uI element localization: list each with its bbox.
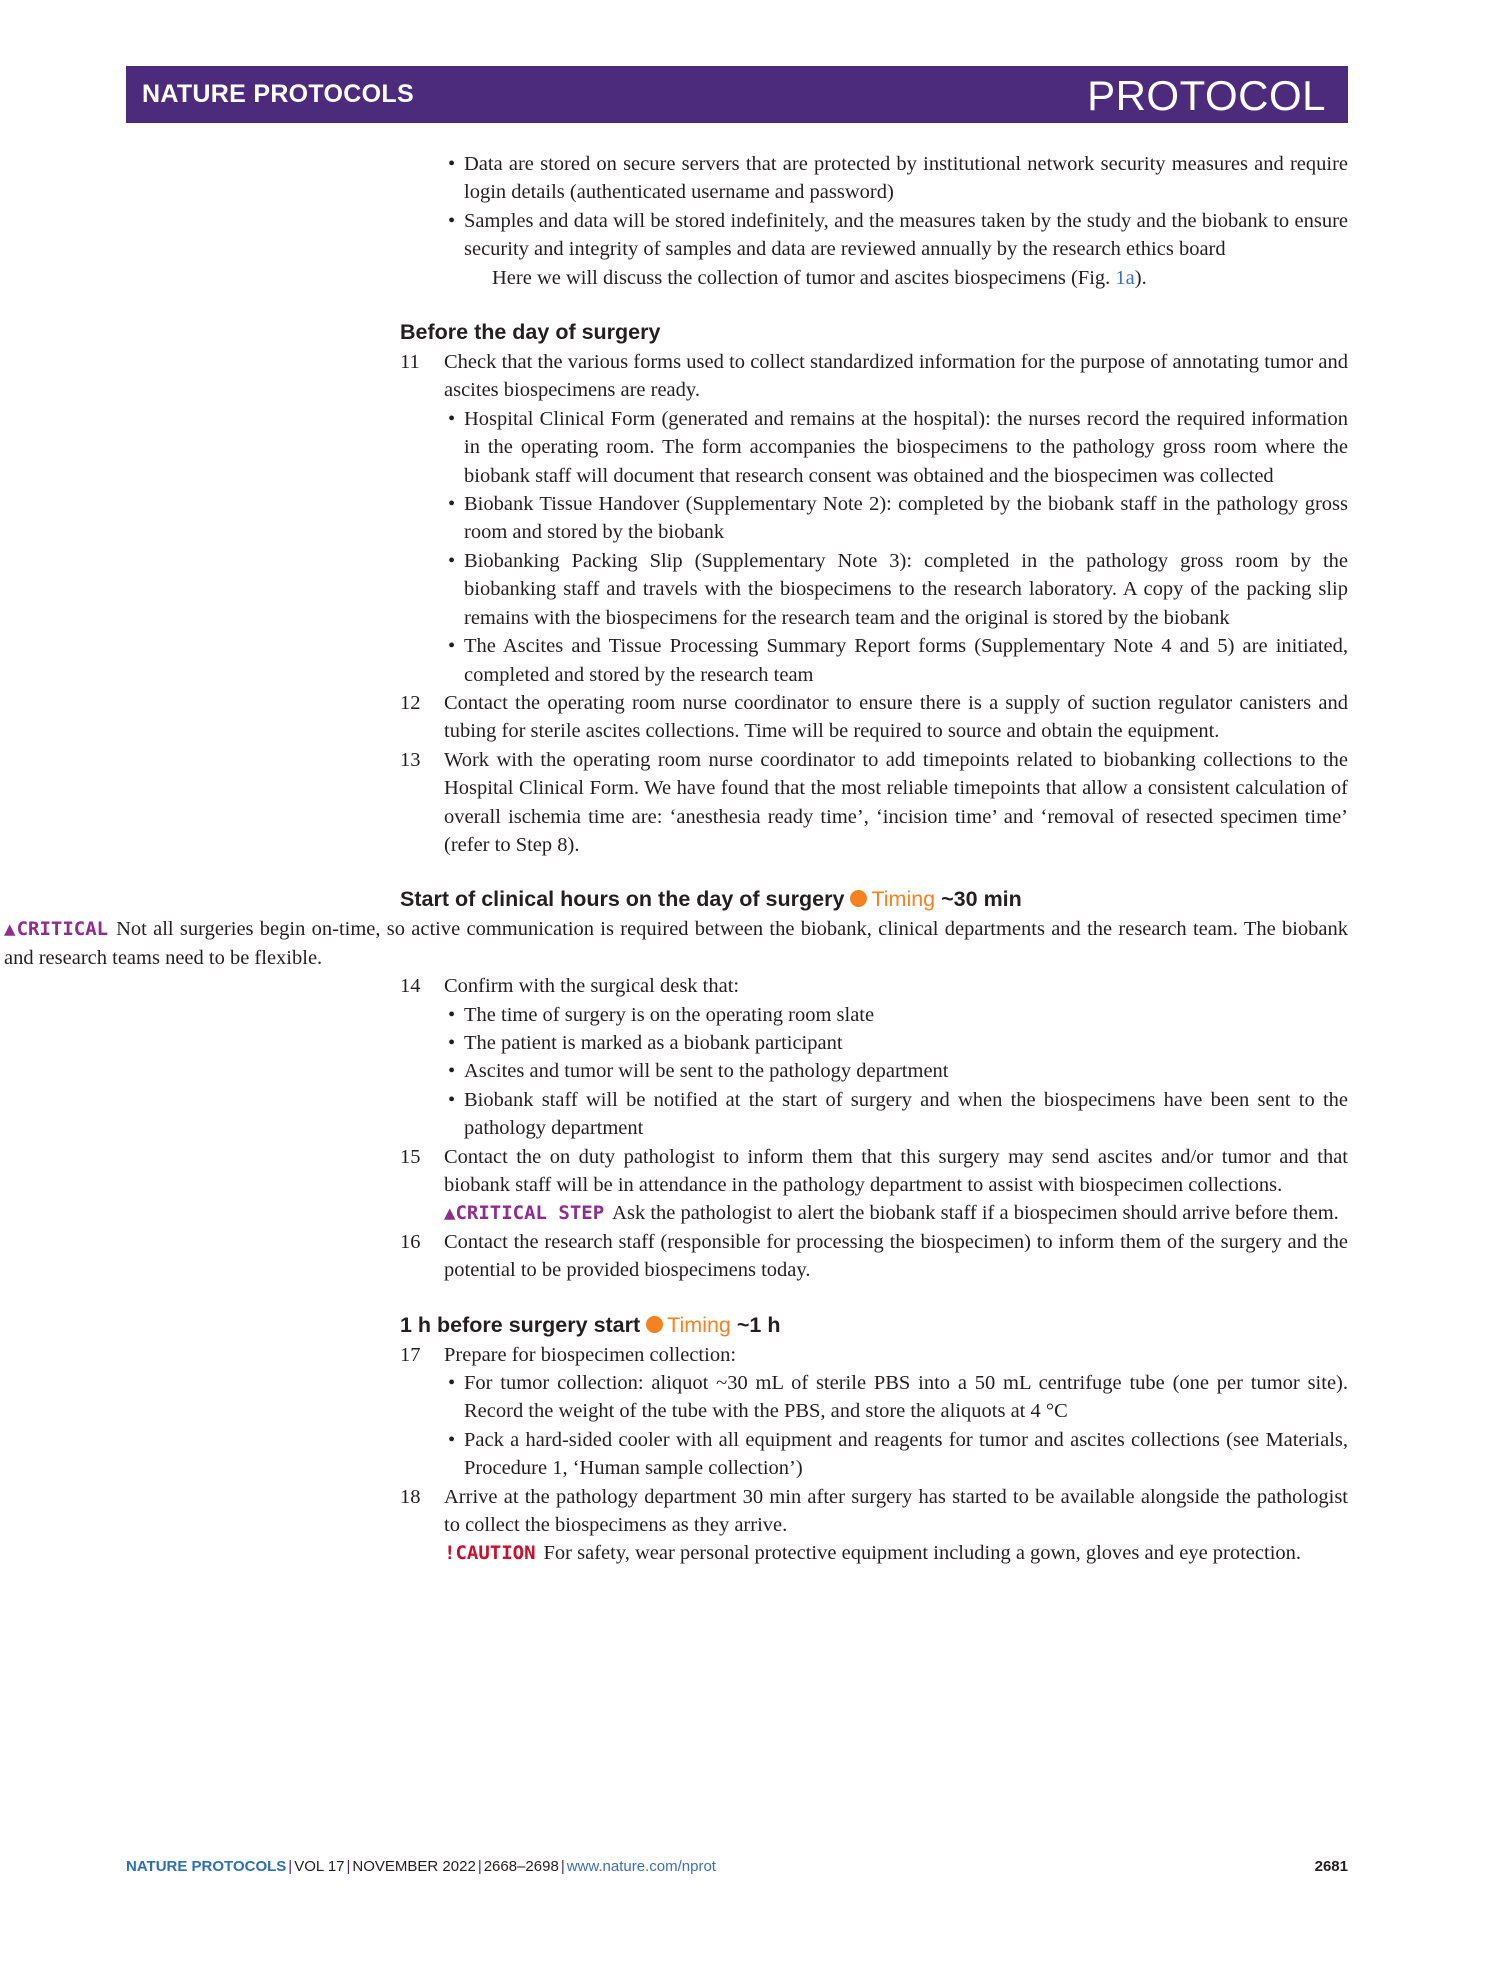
- step-15: 15 Contact the on duty pathologist to inform them that this surgery may send ascites and/or tumor and that biobank staff will be in attendance in the pathology department to assist with biospecimen collections. ▲CRITICAL STEP Ask the pathologist to alert the biobank staff if a biospecimen should arrive before them.: [400, 1143, 1348, 1228]
- list-item: • Hospital Clinical Form (generated and remains at the hospital): the nurses record the required information in the operating room. The form accompanies the biospecimens to the pathology gross room where the biobank staff will document that research consent was obtained and the biospecimen was collected: [448, 407, 1348, 487]
- step-12: 12 Contact the operating room nurse coordinator to ensure there is a supply of suction regulator canisters and tubing for sterile ascites collections. Time will be required to source and obtain the equipment.: [400, 689, 1348, 746]
- section-heading-before-surgery: Before the day of surgery: [400, 320, 661, 345]
- intro-paragraph: Here we will discuss the collection of tumor and ascites biospecimens (Fig. 1a).: [492, 266, 1147, 289]
- step-number: 16: [400, 1230, 421, 1253]
- section-heading-clinical-hours: Start of clinical hours on the day of surgery Timing ~30 min: [400, 887, 1022, 912]
- timing-label: Timing: [871, 887, 936, 912]
- step-number: 15: [400, 1145, 421, 1168]
- step-number: 13: [400, 748, 421, 771]
- list-item: • Biobank Tissue Handover (Supplementary Note 2): completed by the biobank staff in the pathology gross room and stored by the biobank: [448, 493, 1348, 544]
- footer-pages: 2668–2698: [483, 1858, 559, 1875]
- step-number: 18: [400, 1485, 421, 1508]
- step-17: 17 Prepare for biospecimen collection: • For tumor collection: aliquot ~30 mL of sterile PBS into a 50 mL centrifuge tube (one per tumor site). Record the weight of the tube with the PBS, and store the aliquots at 4 °C • Pack a hard-sided cooler with all equipment and reagents for tumor and ascites collections (see Materials, Procedure 1, ‘Human sample collection’): [400, 1341, 1348, 1483]
- step-13: 13 Work with the operating room nurse coordinator to add timepoints related to biobanking collections to the Hospital Clinical Form. We have found that the most reliable timepoints that allow a consistent calculation of overall ischemia time are: ‘anesthesia ready time’, ‘incision time’ and ‘removal of resected specimen time’ (refer to Step 8).: [400, 746, 1348, 860]
- critical-label: ▲CRITICAL: [4, 918, 109, 941]
- list-item: • Biobank staff will be notified at the start of surgery and when the biospecimens have been sent to the pathology department: [448, 1088, 1348, 1140]
- list-item: • For tumor collection: aliquot ~30 mL of sterile PBS into a 50 mL centrifuge tube (one per tumor site). Record the weight of the tube with the PBS, and store the aliquots at 4 °C: [448, 1372, 1348, 1423]
- step-number: 17: [400, 1343, 421, 1366]
- list-item: • The patient is marked as a biobank participant: [448, 1031, 843, 1054]
- footer-volume: VOL 17: [294, 1858, 345, 1875]
- list-item: • The time of surgery is on the operating room slate: [448, 1003, 875, 1026]
- page-footer: NATURE PROTOCOLS | VOL 17 | NOVEMBER 2022 | 2668–2698 | www.nature.com/nprot 2681: [126, 1858, 1348, 1875]
- figure-link[interactable]: 1a: [1115, 266, 1135, 289]
- timing-label: Timing: [667, 1312, 731, 1337]
- list-item: • The Ascites and Tissue Processing Summary Report forms (Supplementary Note 4 and 5) are initiated, completed and stored by the research team: [448, 635, 1348, 686]
- critical-step-note: ▲CRITICAL STEP Ask the pathologist to alert the biobank staff if a biospecimen should arrive before them.: [444, 1202, 1339, 1225]
- step-number: 11: [400, 351, 420, 374]
- article-type: PROTOCOL: [1087, 72, 1326, 119]
- step-number: 12: [400, 691, 421, 714]
- page-number: 2681: [1314, 1858, 1348, 1875]
- journal-name: NATURE PROTOCOLS: [142, 80, 414, 108]
- section-heading-before-surgery-start: 1 h before surgery start Timing ~1 h: [400, 1312, 781, 1337]
- step-11: 11 Check that the various forms used to collect standardized information for the purpose of annotating tumor and ascites biospecimens are ready. • Hospital Clinical Form (generated and remains at the hospital): the nurses record the required information in the operating room. The form accompanies the biospecimens to the pathology gross room where the biobank staff will document that research consent was obtained and the biospecimen was collected • Biobank Tissue Handover (Supplementary Note 2): completed by the biobank staff in the pathology gross room and stored by the biobank • Biobanking Packing Slip (Supplementary Note 3): completed in the pathology gross room by the biobanking staff and travels with the biospecimens to the research laboratory. A copy of the packing slip remains with the biospecimens for the research team and the original is stored by the biobank • The Ascites and Tissue Processing Summary Report forms (Supplementary Note 4 and 5) are initiated, completed and stored by the research team: [400, 348, 1348, 689]
- header-banner: [126, 66, 1348, 123]
- critical-note-text: ▲CRITICAL Not all surgeries begin on-time, so active communication is required between the biobank, clinical departments and the research team. The biobank and research teams need to be flexible.: [4, 918, 1349, 969]
- critical-step-label: ▲CRITICAL STEP: [444, 1202, 605, 1225]
- article-body: [4, 150, 1349, 1568]
- list-item: • Data are stored on secure servers that are protected by institutional network security measures and require login details (authenticated username and password): [448, 153, 1348, 204]
- step-14: 14 Confirm with the surgical desk that: • The time of surgery is on the operating room slate • The patient is marked as a biobank participant • Ascites and tumor will be sent to the pathology department • Biobank staff will be notified at the start of surgery and when the biospecimens have been sent to the pathology department: [400, 972, 1348, 1142]
- footer-journal: NATURE PROTOCOLS: [126, 1858, 287, 1875]
- footer-date: NOVEMBER 2022: [352, 1858, 476, 1875]
- timing-value: ~30 min: [941, 887, 1022, 912]
- caution-label: !CAUTION: [444, 1542, 536, 1565]
- timing-dot-icon: [850, 890, 867, 907]
- step-number: 14: [400, 975, 421, 998]
- list-item: • Samples and data will be stored indefinitely, and the measures taken by the study and the biobank to ensure security and integrity of samples and data are reviewed annually by the research ethics board: [448, 209, 1348, 261]
- timing-dot-icon: [646, 1316, 663, 1333]
- step-16: 16 Contact the research staff (responsible for processing the biospecimen) to inform them of the surgery and the potential to be provided biospecimens today.: [400, 1228, 1348, 1285]
- step-18: 18 Arrive at the pathology department 30 min after surgery has started to be available alongside the pathologist to collect the biospecimens as they arrive. !CAUTION For safety, wear personal protective equipment including a gown, gloves and eye protection.: [400, 1483, 1348, 1568]
- footer-url-link[interactable]: www.nature.com/nprot: [566, 1858, 716, 1875]
- caution-note: !CAUTION For safety, wear personal protective equipment including a gown, gloves and eye protection.: [444, 1542, 1302, 1565]
- list-item: • Ascites and tumor will be sent to the pathology department: [448, 1060, 949, 1083]
- timing-value: ~1 h: [736, 1312, 781, 1337]
- list-item: • Pack a hard-sided cooler with all equipment and reagents for tumor and ascites collections (see Materials, Procedure 1, ‘Human sample collection’): [448, 1428, 1348, 1480]
- list-item: • Biobanking Packing Slip (Supplementary Note 3): completed in the pathology gross room by the biobanking staff and travels with the biospecimens to the research laboratory. A copy of the packing slip remains with the biospecimens for the research team and the original is stored by the biobank: [448, 549, 1348, 629]
